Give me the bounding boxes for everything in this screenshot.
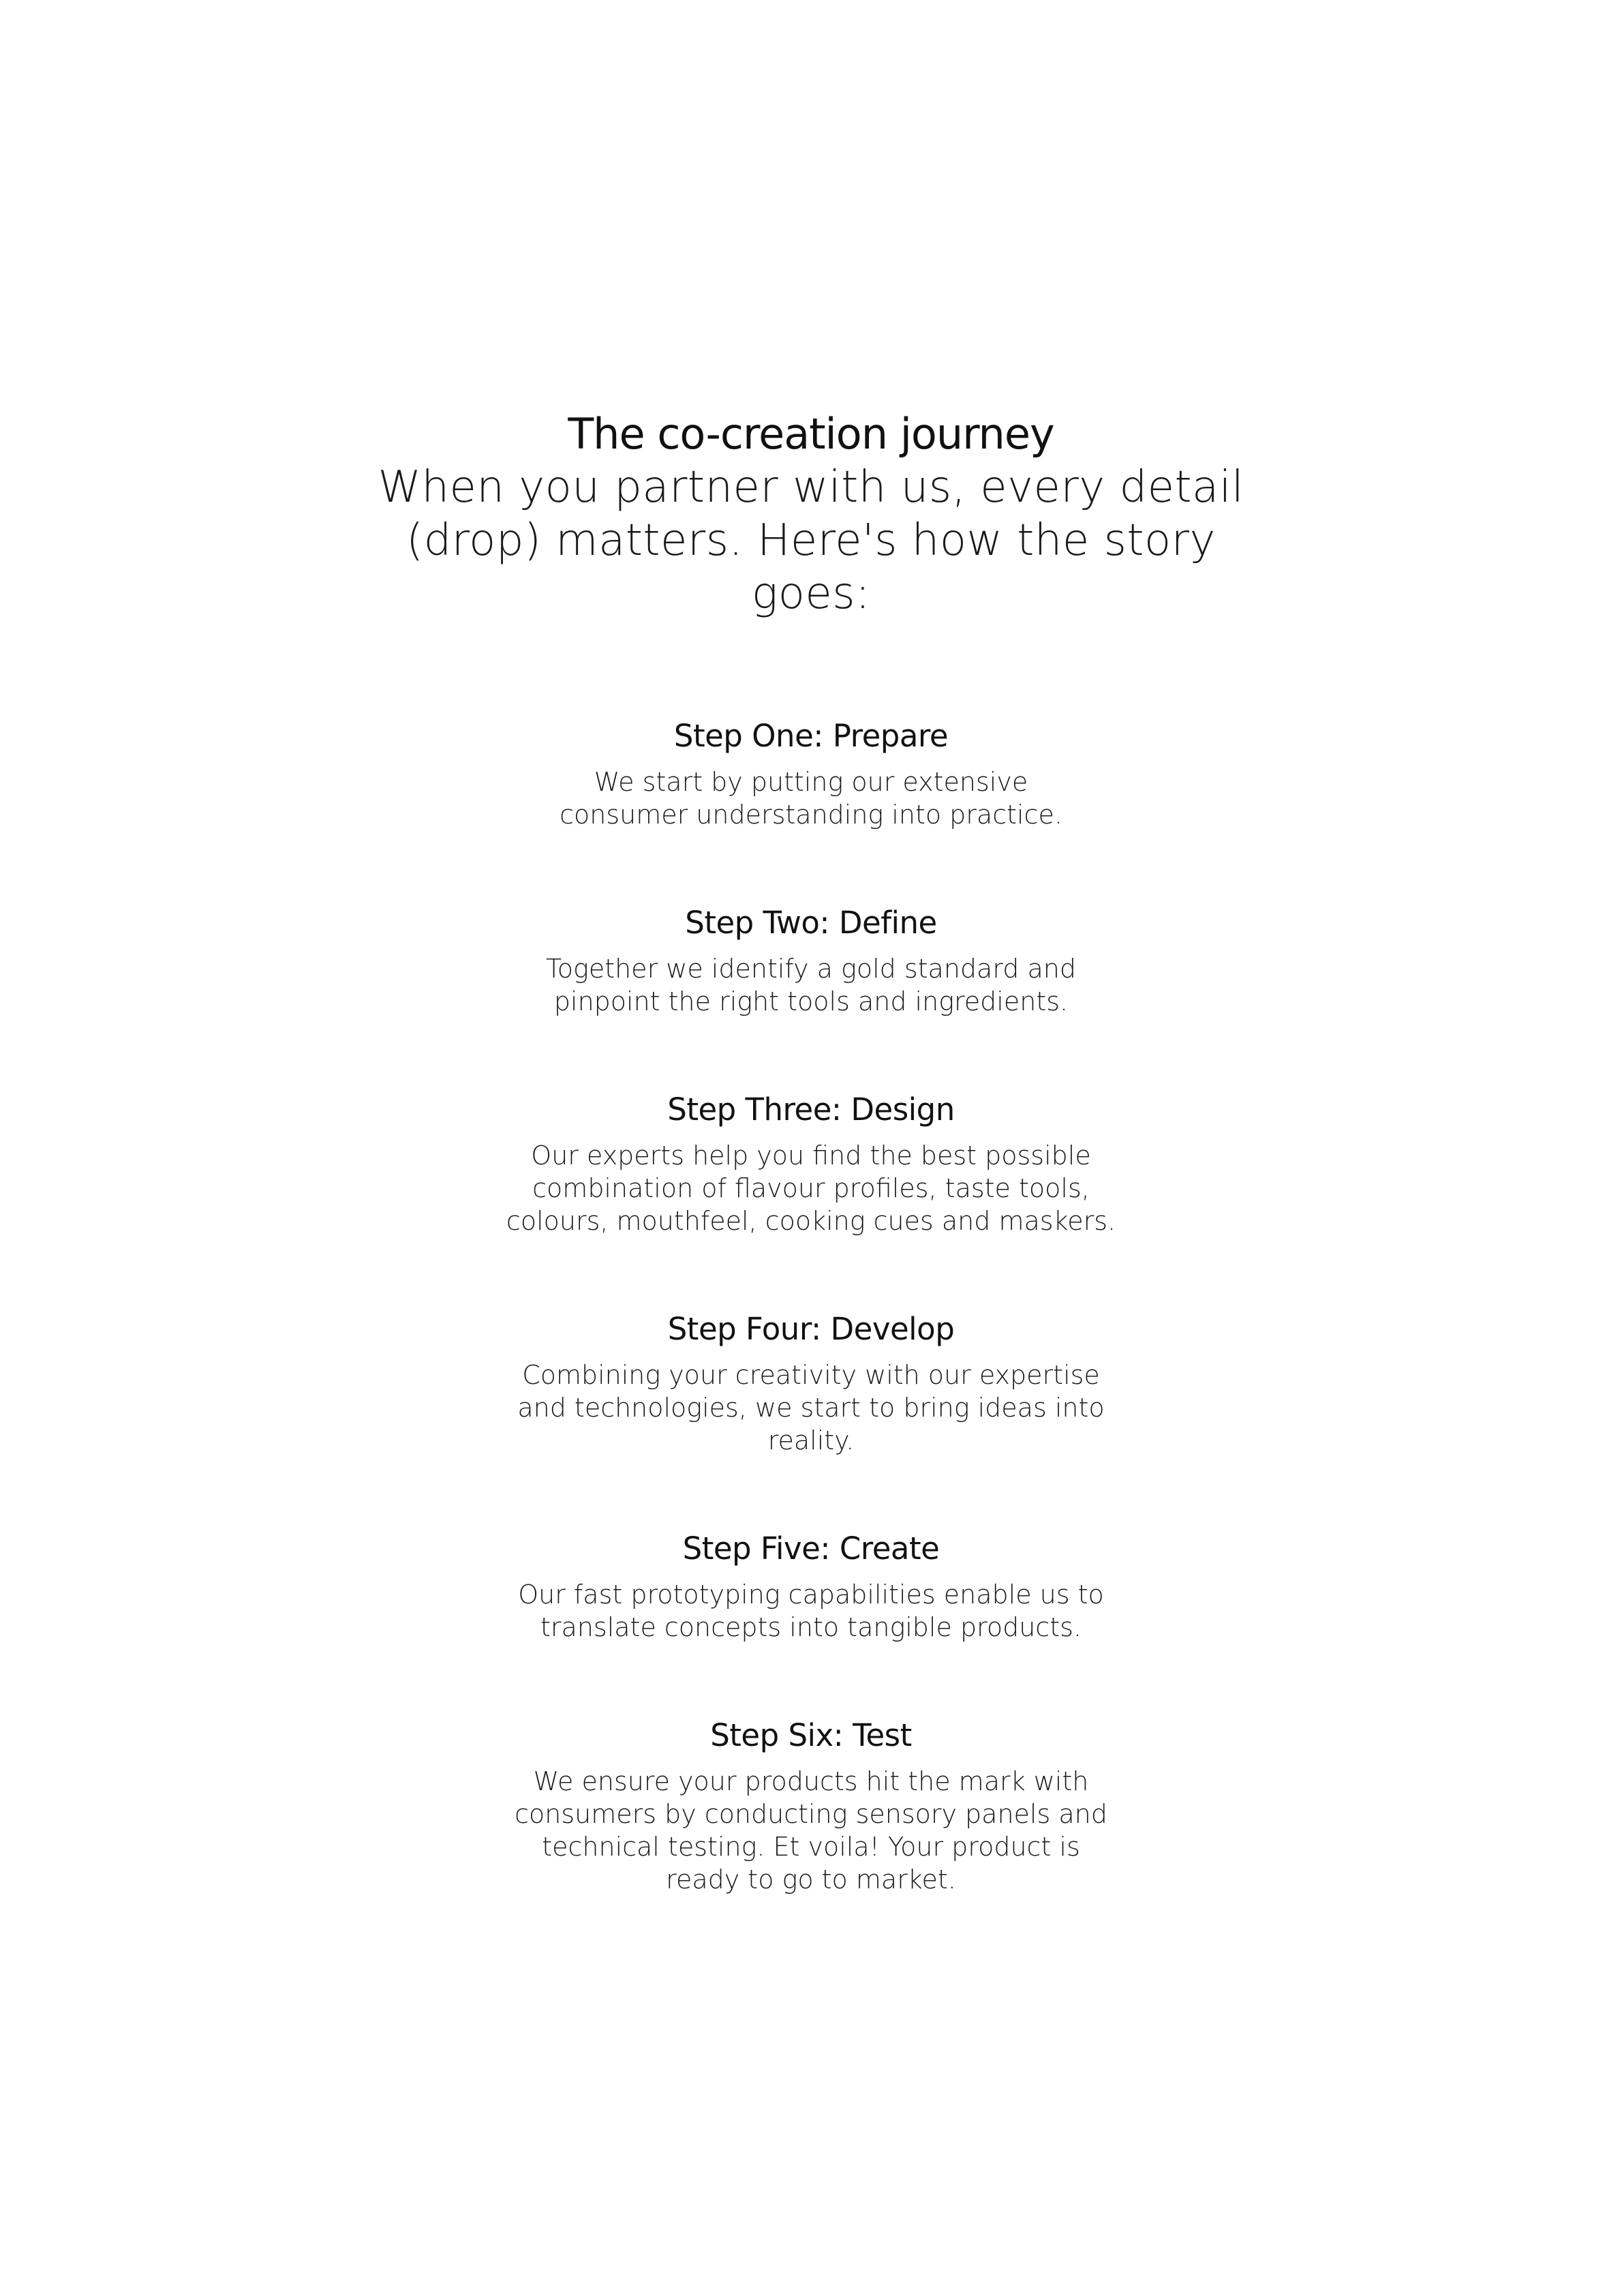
intro-section	[0, 408, 1622, 620]
steps-list	[0, 712, 1622, 1896]
page-subtitle: When you partner with us, every detail (drop) matters. Here's how the story goes:	[378, 462, 1244, 619]
step-title: Step Two: Define	[685, 905, 937, 941]
step-description: Our fast prototyping capabilities enable us to translate concepts into tangible products.	[518, 1580, 1104, 1642]
step-description: Combining your creativity with our expertise and technologies, we start to bring ideas into reality.	[517, 1360, 1105, 1455]
step-description: We ensure your products hit the mark with consumers by conducting sensory panels and technical testing. Et voila! Your product is ready to go to market.	[515, 1766, 1107, 1894]
step-prepare	[470, 712, 1152, 831]
step-create	[470, 1525, 1152, 1644]
step-title: Step Six: Test	[710, 1717, 912, 1753]
step-title: Step Four: Develop	[667, 1311, 955, 1347]
step-test	[470, 1712, 1152, 1896]
step-title: Step Five: Create	[682, 1530, 940, 1567]
step-develop	[470, 1305, 1152, 1457]
step-description: We start by putting our extensive consumer understanding into practice.	[560, 767, 1062, 830]
page-title: The co-creation journey	[568, 409, 1054, 459]
step-description: Together we identify a gold standard and pinpoint the right tools and ingredients.	[546, 954, 1076, 1016]
step-title: Step Three: Design	[667, 1091, 955, 1128]
step-define	[470, 899, 1152, 1018]
step-design	[470, 1086, 1152, 1237]
step-title: Step One: Prepare	[673, 718, 949, 754]
step-description: Our experts help you find the best possible combination of flavour profiles, taste tools, colours, mouthfeel, cooking cues and maskers.	[506, 1141, 1116, 1236]
